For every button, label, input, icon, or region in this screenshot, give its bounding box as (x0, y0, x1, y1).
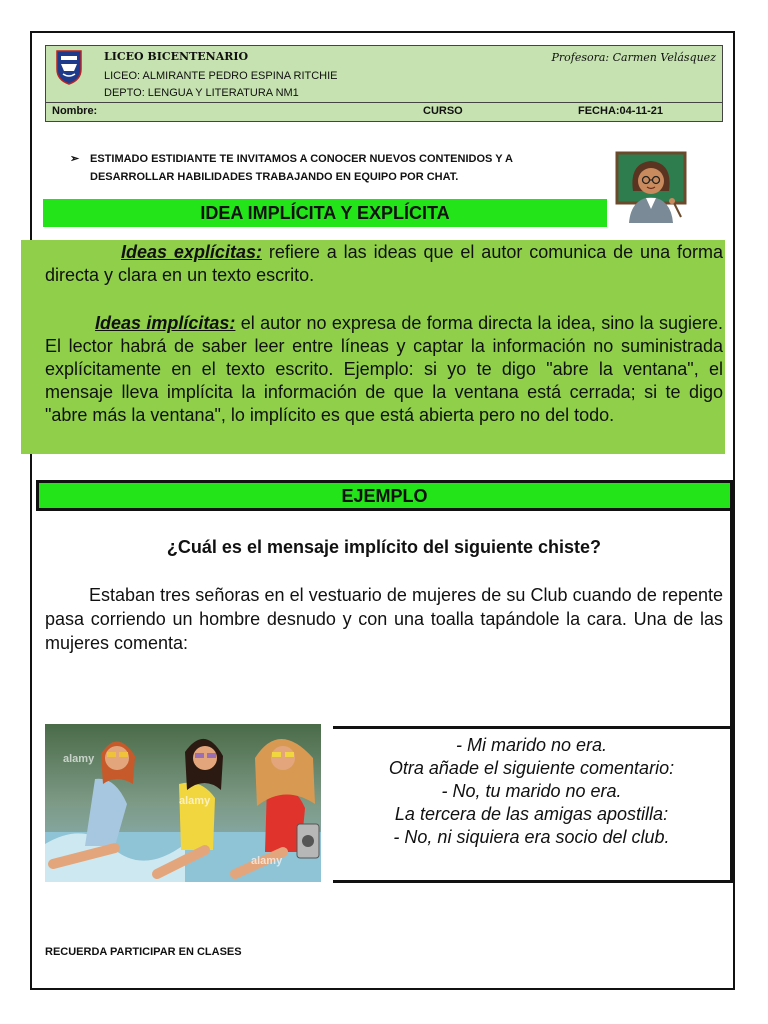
header-box (45, 45, 723, 103)
explicit-term: Ideas explícitas: (121, 242, 262, 262)
dialog-line: La tercera de las amigas apostilla: (394, 804, 669, 824)
implicit-text: el autor no expresa de forma directa la idea, sino la sugiere. El lector habrá de saber leer entre líneas y captar la información no suministrada explícitamente en el texto escrito. Ejemplo: si yo te digo "abre la ventana", el mensaje lleva implícita la información de que la ventana está cerrada; si te digo "abre más la ventana", lo implícito es que está abierta pero no del todo. (45, 313, 723, 425)
dialog-line: - No, tu marido no era. (441, 781, 622, 801)
explicit-text: refiere a las ideas que el autor comunica de una forma directa y clara en un texto escrito. (45, 242, 723, 285)
joke-dialog-box (333, 726, 733, 883)
joke-text: Estaban tres señoras en el vestuario de mujeres de su Club cuando de repente pasa corriendo un hombre desnudo y con una toalla tapándole la cara. Una de las mujeres comenta: (45, 585, 723, 653)
dialog-line: - Mi marido no era. (455, 735, 608, 755)
women-photo (45, 724, 321, 882)
liceo-name: LICEO: ALMIRANTE PEDRO ESPINA RITCHIE (104, 70, 338, 82)
footer-reminder: RECUERDA PARTICIPAR EN CLASES (45, 946, 242, 958)
arrow-bullet-icon: ➢ (70, 153, 80, 165)
intro-bullet (70, 150, 590, 186)
implicit-definition (45, 312, 723, 427)
school-name: LICEO BICENTENARIO (104, 50, 249, 63)
watermark-right: alamy (251, 855, 283, 867)
watermark-mid: alamy (179, 795, 211, 807)
school-crest-icon (55, 49, 83, 85)
example-heading: EJEMPLO (36, 480, 733, 511)
example-question: ¿Cuál es el mensaje implícito del siguiente chiste? (166, 537, 602, 557)
explicit-definition (45, 241, 723, 287)
curso-label: CURSO (423, 105, 463, 117)
pool-photo-illustration (45, 724, 321, 882)
teacher-name: Profesora: Carmen Velásquez (551, 51, 716, 64)
dialog-line: Otra añade el siguiente comentario: (388, 758, 675, 778)
watermark-left: alamy (63, 753, 95, 765)
implicit-term: Ideas implícitas: (95, 313, 236, 333)
dialog-line: - No, ni siquiera era socio del club. (393, 827, 670, 847)
intro-text: ESTIMADO ESTIDIANTE TE INVITAMOS A CONOCER NUEVOS CONTENIDOS Y A DESARROLLAR HABILIDADES TRABAJANDO EN EQUIPO POR CHAT. (90, 153, 513, 183)
example-border (730, 511, 733, 726)
nombre-label: Nombre: (52, 105, 98, 117)
page-title: IDEA IMPLÍCITA Y EXPLÍCITA (43, 199, 607, 227)
fecha-label: FECHA:04-11-21 (578, 105, 663, 117)
department: DEPTO: LENGUA Y LITERATURA NM1 (104, 87, 299, 99)
teacher-icon (615, 151, 687, 223)
info-row (45, 103, 723, 122)
